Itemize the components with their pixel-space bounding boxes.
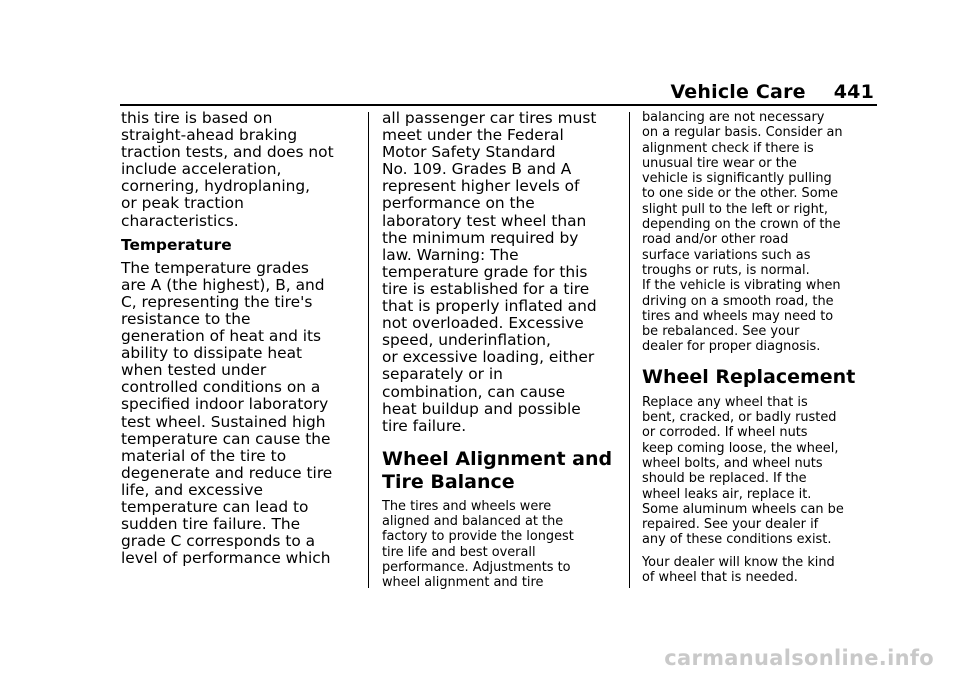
column-3 xyxy=(642,110,882,585)
subheading-temperature: Temperature xyxy=(121,235,232,254)
header-rule xyxy=(120,104,877,106)
paragraph: this tire is based on straight-ahead braking traction tests, and does not include acceleration, cornering, hydroplaning, or peak traction characteristics. xyxy=(121,109,334,230)
heading-wheel-replacement: Wheel Replacement xyxy=(642,365,856,388)
page-header xyxy=(670,81,874,103)
paragraph: Replace any wheel that is bent, cracked, or badly rusted or corroded. If wheel nuts keep coming loose, the wheel, wheel bolts, and wheel nuts should be replaced. If the wheel leaks air, replace it. Some aluminum wheels can be repaired. See your dealer if any of these conditions exist. xyxy=(642,394,844,548)
heading-wheel-alignment: Wheel Alignment and Tire Balance xyxy=(382,447,613,493)
watermark: carmanualsonline.info xyxy=(664,646,934,670)
paragraph: The temperature grades are A (the highest), B, and C, representing the tire's resistance to the generation of heat and its ability to dissipate heat when tested under controlled conditions on a specified indoor laboratory test wheel. Sustained high temperature can cause the material of the tire to degenerate and reduce tire life, and excessive temperature can lead to sudden tire failure. The grade C corresponds to a level of performance which xyxy=(121,258,333,568)
column-divider xyxy=(368,112,369,588)
paragraph: all passenger car tires must meet under the Federal Motor Safety Standard No. 109. Grades B and A represent higher levels of performance on the laboratory test wheel than the minimum required by law. Warning: The temperature grade for this tire is established for a tire that is properly inflated and not overloaded. Excessive speed, underinflation, or excessive loading, either separately or in combination, can cause heat buildup and possible tire failure. xyxy=(382,109,597,435)
paragraph: balancing are not necessary on a regular basis. Consider an alignment check if there is unusual tire wear or the vehicle is significantly pulling to one side or the other. Some slight pull to the left or right, depending on the crown of the road and/or other road surface variations such as troughs or ruts, is normal. If the vehicle is vibrating when driving on a smooth road, the tires and wheels may need to be rebalanced. See your dealer for proper diagnosis. xyxy=(642,110,843,355)
section-title: Vehicle Care xyxy=(670,81,806,103)
paragraph: Your dealer will know the kind of wheel that is needed. xyxy=(642,554,835,586)
page-number: 441 xyxy=(833,81,874,103)
column-2 xyxy=(382,110,622,591)
column-1 xyxy=(121,110,361,567)
paragraph: The tires and wheels were aligned and balanced at the factory to provide the longest tire life and best overall performance. Adjustments to wheel alignment and tire xyxy=(382,498,574,591)
column-divider xyxy=(629,112,630,588)
